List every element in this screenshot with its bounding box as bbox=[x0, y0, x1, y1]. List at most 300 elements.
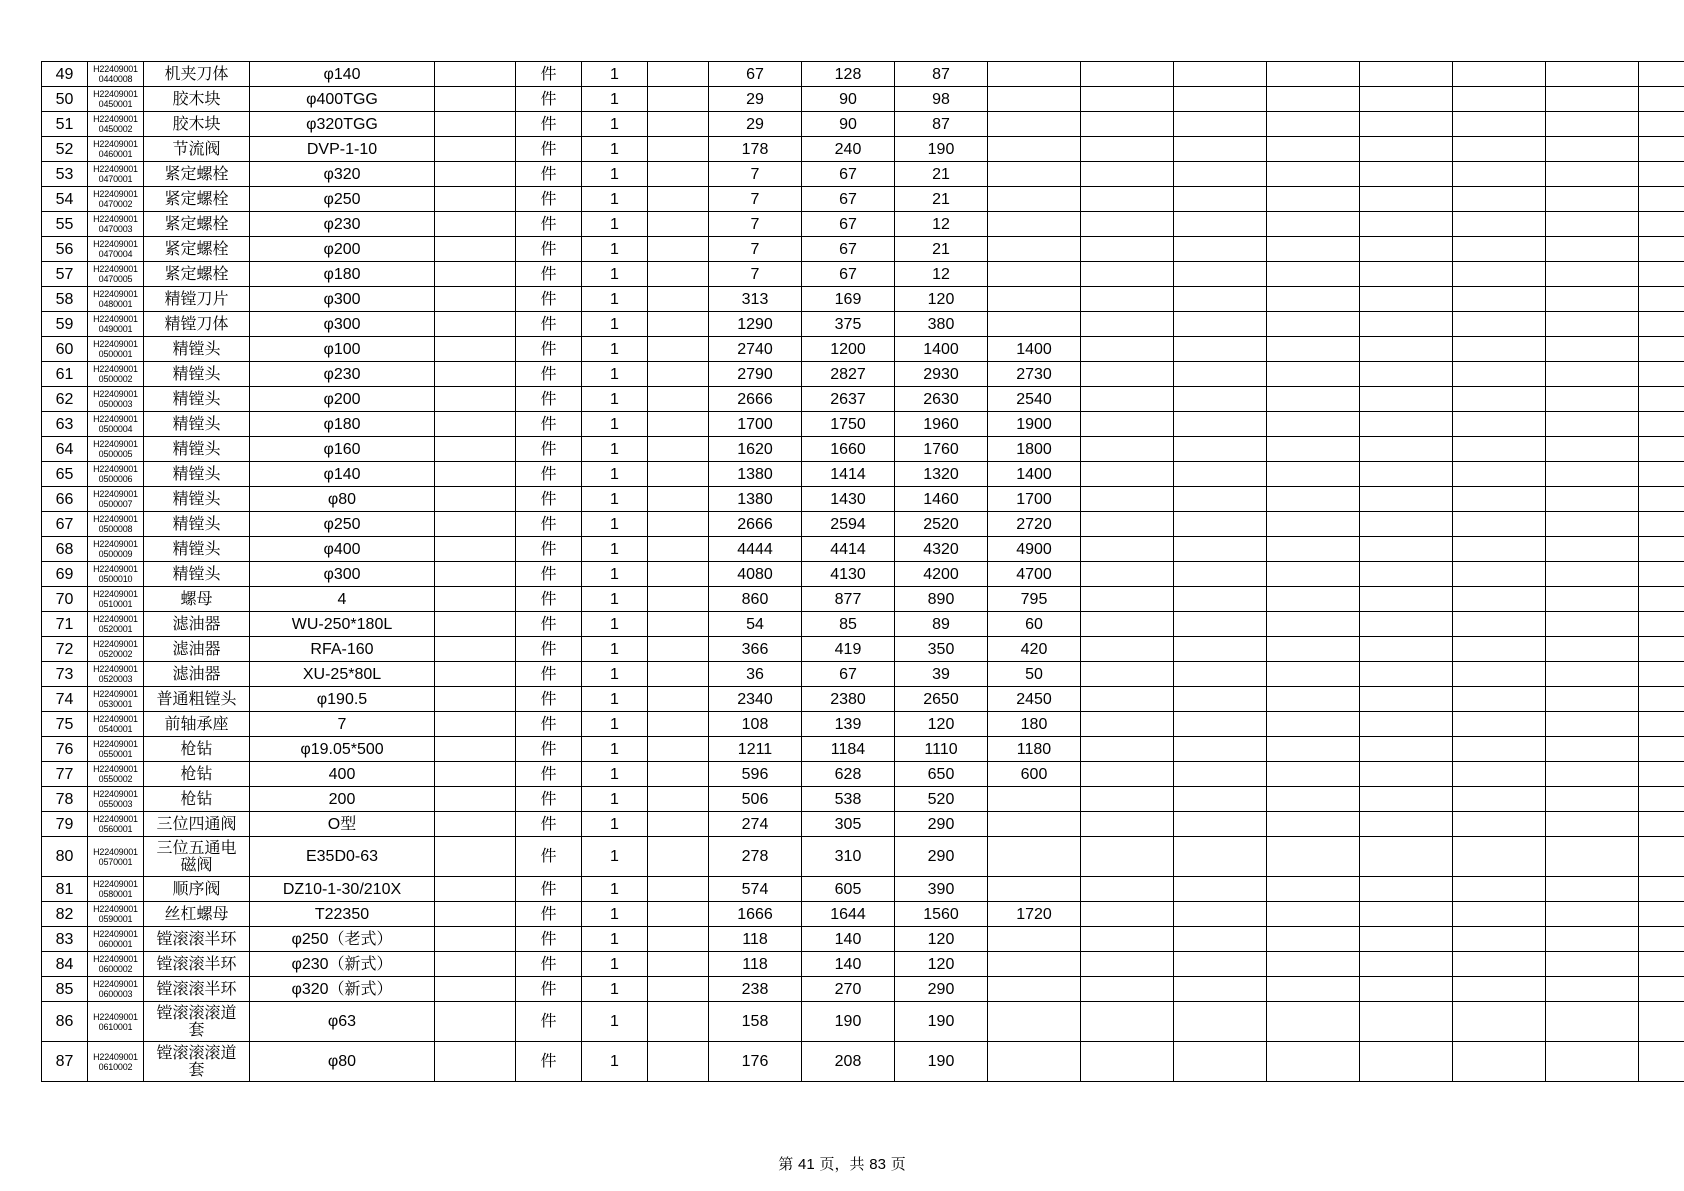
blank-cell bbox=[1267, 812, 1360, 837]
item-name-line1: 枪钻 bbox=[180, 790, 213, 808]
blank-cell bbox=[435, 762, 516, 787]
price-2: 90 bbox=[802, 87, 895, 112]
item-spec: φ300 bbox=[250, 562, 435, 587]
blank-cell bbox=[648, 187, 709, 212]
blank-cell bbox=[1081, 587, 1174, 612]
row-number: 73 bbox=[42, 662, 88, 687]
price-1: 54 bbox=[709, 612, 802, 637]
blank-cell bbox=[1267, 212, 1360, 237]
blank-cell bbox=[1360, 737, 1453, 762]
blank-cell bbox=[1360, 237, 1453, 262]
price-1: 29 bbox=[709, 87, 802, 112]
blank-cell bbox=[1081, 562, 1174, 587]
row-number: 56 bbox=[42, 237, 88, 262]
blank-cell bbox=[1174, 1002, 1267, 1042]
table-row bbox=[42, 637, 1684, 662]
blank-cell bbox=[1453, 462, 1546, 487]
item-unit: 件 bbox=[516, 487, 582, 512]
blank-cell bbox=[1174, 927, 1267, 952]
blank-cell bbox=[1453, 262, 1546, 287]
blank-cell bbox=[648, 437, 709, 462]
item-unit: 件 bbox=[516, 262, 582, 287]
blank-cell bbox=[1174, 637, 1267, 662]
blank-cell bbox=[1546, 927, 1639, 952]
blank-cell bbox=[1360, 162, 1453, 187]
item-quantity: 1 bbox=[582, 662, 648, 687]
item-quantity: 1 bbox=[582, 877, 648, 902]
blank-cell bbox=[435, 562, 516, 587]
blank-cell bbox=[648, 877, 709, 902]
blank-cell bbox=[1267, 237, 1360, 262]
item-code-line1: H22409001 bbox=[93, 389, 138, 399]
item-code bbox=[88, 137, 144, 162]
item-spec: φ80 bbox=[250, 1042, 435, 1082]
item-spec: φ250（老式） bbox=[250, 927, 435, 952]
item-name-line1: 滤油器 bbox=[172, 615, 221, 633]
price-3: 39 bbox=[895, 662, 988, 687]
price-4: 1900 bbox=[988, 412, 1081, 437]
row-number: 64 bbox=[42, 437, 88, 462]
blank-cell bbox=[1174, 1042, 1267, 1082]
item-name bbox=[144, 587, 250, 612]
item-spec: DVP-1-10 bbox=[250, 137, 435, 162]
blank-cell bbox=[1174, 712, 1267, 737]
item-code-line2: 0480001 bbox=[98, 299, 133, 309]
price-1: 7 bbox=[709, 212, 802, 237]
blank-cell bbox=[435, 87, 516, 112]
blank-cell bbox=[1453, 612, 1546, 637]
item-spec: φ180 bbox=[250, 412, 435, 437]
row-number: 76 bbox=[42, 737, 88, 762]
blank-cell bbox=[1453, 237, 1546, 262]
blank-cell bbox=[1081, 437, 1174, 462]
blank-cell bbox=[1453, 662, 1546, 687]
price-3: 190 bbox=[895, 1042, 988, 1082]
item-code bbox=[88, 387, 144, 412]
blank-cell bbox=[1267, 762, 1360, 787]
blank-cell bbox=[1453, 387, 1546, 412]
blank-cell bbox=[1174, 212, 1267, 237]
blank-cell bbox=[1546, 712, 1639, 737]
blank-cell bbox=[1360, 612, 1453, 637]
item-code-line1: H22409001 bbox=[93, 904, 138, 914]
blank-cell bbox=[1174, 412, 1267, 437]
item-code-line2: 0560001 bbox=[98, 824, 133, 834]
table-row bbox=[42, 137, 1684, 162]
item-name bbox=[144, 437, 250, 462]
blank-cell bbox=[435, 952, 516, 977]
blank-cell bbox=[1360, 287, 1453, 312]
price-3: 390 bbox=[895, 877, 988, 902]
price-2: 419 bbox=[802, 637, 895, 662]
blank-cell bbox=[1081, 362, 1174, 387]
blank-cell bbox=[435, 1042, 516, 1082]
row-number: 55 bbox=[42, 212, 88, 237]
blank-cell bbox=[1546, 737, 1639, 762]
blank-cell bbox=[1267, 587, 1360, 612]
item-code bbox=[88, 1002, 144, 1042]
item-code-line1: H22409001 bbox=[93, 664, 138, 674]
price-3: 350 bbox=[895, 637, 988, 662]
table-row bbox=[42, 212, 1684, 237]
blank-cell bbox=[648, 462, 709, 487]
item-unit: 件 bbox=[516, 87, 582, 112]
item-unit: 件 bbox=[516, 337, 582, 362]
item-code-line2: 0550001 bbox=[98, 749, 133, 759]
item-spec: φ230 bbox=[250, 212, 435, 237]
item-code bbox=[88, 687, 144, 712]
blank-cell bbox=[648, 687, 709, 712]
price-4 bbox=[988, 1002, 1081, 1042]
blank-cell bbox=[435, 902, 516, 927]
price-3: 87 bbox=[895, 62, 988, 87]
row-number: 74 bbox=[42, 687, 88, 712]
blank-cell bbox=[1081, 877, 1174, 902]
blank-cell bbox=[435, 737, 516, 762]
price-4 bbox=[988, 812, 1081, 837]
blank-cell bbox=[1174, 812, 1267, 837]
item-unit: 件 bbox=[516, 1002, 582, 1042]
blank-cell bbox=[1174, 187, 1267, 212]
blank-cell bbox=[1546, 387, 1639, 412]
item-code bbox=[88, 437, 144, 462]
blank-cell bbox=[1081, 1002, 1174, 1042]
item-unit: 件 bbox=[516, 362, 582, 387]
blank-cell bbox=[1174, 902, 1267, 927]
item-code-line2: 0500002 bbox=[98, 374, 133, 384]
item-code-line2: 0500005 bbox=[98, 449, 133, 459]
item-quantity: 1 bbox=[582, 487, 648, 512]
item-spec: φ160 bbox=[250, 437, 435, 462]
item-name-line1: 紧定螺栓 bbox=[164, 190, 229, 208]
blank-cell bbox=[1453, 687, 1546, 712]
blank-cell bbox=[1267, 687, 1360, 712]
item-name-line1: 顺序阀 bbox=[172, 880, 221, 898]
blank-cell bbox=[1639, 487, 1684, 512]
item-code-line1: H22409001 bbox=[93, 514, 138, 524]
blank-cell bbox=[1360, 137, 1453, 162]
item-code-line2: 0600003 bbox=[98, 989, 133, 999]
blank-cell bbox=[1081, 262, 1174, 287]
blank-cell bbox=[1639, 87, 1684, 112]
blank-cell bbox=[435, 112, 516, 137]
blank-cell bbox=[1081, 462, 1174, 487]
item-name-line1: 枪钻 bbox=[180, 765, 213, 783]
item-code bbox=[88, 612, 144, 637]
price-4: 2540 bbox=[988, 387, 1081, 412]
table-row bbox=[42, 237, 1684, 262]
item-code bbox=[88, 737, 144, 762]
price-3: 1400 bbox=[895, 337, 988, 362]
item-code-line1: H22409001 bbox=[93, 954, 138, 964]
item-spec: φ230 bbox=[250, 362, 435, 387]
table-row bbox=[42, 662, 1684, 687]
blank-cell bbox=[1360, 462, 1453, 487]
blank-cell bbox=[1081, 162, 1174, 187]
price-4: 50 bbox=[988, 662, 1081, 687]
row-number: 52 bbox=[42, 137, 88, 162]
item-name-line1: 紧定螺栓 bbox=[164, 265, 229, 283]
item-code-line2: 0600002 bbox=[98, 964, 133, 974]
item-spec: φ320TGG bbox=[250, 112, 435, 137]
blank-cell bbox=[648, 487, 709, 512]
item-code-line1: H22409001 bbox=[93, 564, 138, 574]
blank-cell bbox=[1639, 1042, 1684, 1082]
blank-cell bbox=[435, 337, 516, 362]
blank-cell bbox=[1174, 312, 1267, 337]
price-4: 1720 bbox=[988, 902, 1081, 927]
price-4: 1400 bbox=[988, 462, 1081, 487]
blank-cell bbox=[1546, 237, 1639, 262]
blank-cell bbox=[1453, 562, 1546, 587]
blank-cell bbox=[435, 712, 516, 737]
row-number: 80 bbox=[42, 837, 88, 877]
item-code-line1: H22409001 bbox=[93, 814, 138, 824]
blank-cell bbox=[1174, 587, 1267, 612]
item-code-line1: H22409001 bbox=[93, 439, 138, 449]
blank-cell bbox=[1267, 952, 1360, 977]
blank-cell bbox=[1546, 687, 1639, 712]
table-row bbox=[42, 62, 1684, 87]
price-4: 4900 bbox=[988, 537, 1081, 562]
item-code-line2: 0460001 bbox=[98, 149, 133, 159]
blank-cell bbox=[1639, 637, 1684, 662]
item-name-line2: 套 bbox=[188, 1061, 205, 1079]
blank-cell bbox=[1639, 902, 1684, 927]
blank-cell bbox=[1360, 977, 1453, 1002]
blank-cell bbox=[1081, 787, 1174, 812]
blank-cell bbox=[648, 362, 709, 387]
price-2: 90 bbox=[802, 112, 895, 137]
blank-cell bbox=[1639, 137, 1684, 162]
blank-cell bbox=[648, 977, 709, 1002]
blank-cell bbox=[1546, 312, 1639, 337]
blank-cell bbox=[1360, 212, 1453, 237]
item-quantity: 1 bbox=[582, 137, 648, 162]
blank-cell bbox=[648, 112, 709, 137]
row-number: 69 bbox=[42, 562, 88, 587]
blank-cell bbox=[1546, 187, 1639, 212]
item-spec: φ320（新式） bbox=[250, 977, 435, 1002]
blank-cell bbox=[1360, 387, 1453, 412]
price-2: 140 bbox=[802, 952, 895, 977]
blank-cell bbox=[1639, 562, 1684, 587]
price-3: 2630 bbox=[895, 387, 988, 412]
price-1: 7 bbox=[709, 237, 802, 262]
blank-cell bbox=[648, 587, 709, 612]
blank-cell bbox=[1639, 737, 1684, 762]
price-2: 67 bbox=[802, 187, 895, 212]
blank-cell bbox=[1453, 362, 1546, 387]
item-code-line1: H22409001 bbox=[93, 264, 138, 274]
item-unit: 件 bbox=[516, 762, 582, 787]
item-code-line2: 0520002 bbox=[98, 649, 133, 659]
item-code-line1: H22409001 bbox=[93, 414, 138, 424]
price-2: 1660 bbox=[802, 437, 895, 462]
blank-cell bbox=[1267, 612, 1360, 637]
blank-cell bbox=[1546, 412, 1639, 437]
table-row bbox=[42, 927, 1684, 952]
blank-cell bbox=[648, 537, 709, 562]
blank-cell bbox=[1453, 512, 1546, 537]
item-code-line1: H22409001 bbox=[93, 846, 138, 857]
item-quantity: 1 bbox=[582, 112, 648, 137]
price-4: 180 bbox=[988, 712, 1081, 737]
blank-cell bbox=[1546, 902, 1639, 927]
blank-cell bbox=[1639, 1002, 1684, 1042]
price-3: 1460 bbox=[895, 487, 988, 512]
item-name bbox=[144, 212, 250, 237]
blank-cell bbox=[648, 637, 709, 662]
blank-cell bbox=[1174, 662, 1267, 687]
item-name-line1: 镗滚滚滚道 bbox=[156, 1004, 237, 1022]
blank-cell bbox=[1546, 662, 1639, 687]
blank-cell bbox=[1546, 162, 1639, 187]
blank-cell bbox=[435, 312, 516, 337]
footer-prefix: 第 bbox=[778, 1155, 799, 1173]
item-name-line1: 精镗头 bbox=[172, 340, 221, 358]
item-code-line1: H22409001 bbox=[93, 239, 138, 249]
item-name bbox=[144, 137, 250, 162]
blank-cell bbox=[1267, 312, 1360, 337]
item-code bbox=[88, 877, 144, 902]
blank-cell bbox=[1453, 812, 1546, 837]
blank-cell bbox=[1360, 187, 1453, 212]
blank-cell bbox=[1174, 162, 1267, 187]
item-code-line2: 0510001 bbox=[98, 599, 133, 609]
item-spec: E35D0-63 bbox=[250, 837, 435, 877]
blank-cell bbox=[1639, 112, 1684, 137]
row-number: 85 bbox=[42, 977, 88, 1002]
price-1: 278 bbox=[709, 837, 802, 877]
item-spec: φ180 bbox=[250, 262, 435, 287]
price-1: 1666 bbox=[709, 902, 802, 927]
row-number: 75 bbox=[42, 712, 88, 737]
item-name bbox=[144, 287, 250, 312]
price-3: 1960 bbox=[895, 412, 988, 437]
item-spec: φ400 bbox=[250, 537, 435, 562]
blank-cell bbox=[435, 212, 516, 237]
blank-cell bbox=[1081, 187, 1174, 212]
item-code bbox=[88, 537, 144, 562]
price-4 bbox=[988, 87, 1081, 112]
item-name bbox=[144, 812, 250, 837]
item-name-line1: 胶木块 bbox=[172, 115, 221, 133]
blank-cell bbox=[1639, 662, 1684, 687]
item-name-line2: 磁阀 bbox=[180, 856, 213, 874]
blank-cell bbox=[648, 137, 709, 162]
blank-cell bbox=[435, 687, 516, 712]
item-spec: φ190.5 bbox=[250, 687, 435, 712]
blank-cell bbox=[1081, 537, 1174, 562]
blank-cell bbox=[1546, 762, 1639, 787]
blank-cell bbox=[648, 812, 709, 837]
blank-cell bbox=[1174, 737, 1267, 762]
blank-cell bbox=[648, 712, 709, 737]
blank-cell bbox=[1267, 902, 1360, 927]
item-name bbox=[144, 237, 250, 262]
item-name-line1: 精镗头 bbox=[172, 540, 221, 558]
price-4: 4700 bbox=[988, 562, 1081, 587]
blank-cell bbox=[1639, 587, 1684, 612]
price-1: 238 bbox=[709, 977, 802, 1002]
table-row bbox=[42, 977, 1684, 1002]
blank-cell bbox=[1360, 337, 1453, 362]
blank-cell bbox=[1174, 687, 1267, 712]
blank-cell bbox=[1267, 712, 1360, 737]
blank-cell bbox=[648, 787, 709, 812]
blank-cell bbox=[1081, 977, 1174, 1002]
item-unit: 件 bbox=[516, 387, 582, 412]
item-code bbox=[88, 62, 144, 87]
price-2: 67 bbox=[802, 262, 895, 287]
item-code-line1: H22409001 bbox=[93, 64, 138, 74]
price-2: 128 bbox=[802, 62, 895, 87]
item-code-line1: H22409001 bbox=[93, 614, 138, 624]
blank-cell bbox=[648, 287, 709, 312]
item-quantity: 1 bbox=[582, 412, 648, 437]
item-quantity: 1 bbox=[582, 537, 648, 562]
price-1: 7 bbox=[709, 162, 802, 187]
blank-cell bbox=[1267, 462, 1360, 487]
item-name bbox=[144, 952, 250, 977]
item-spec: φ100 bbox=[250, 337, 435, 362]
item-unit: 件 bbox=[516, 812, 582, 837]
price-3: 2650 bbox=[895, 687, 988, 712]
item-code bbox=[88, 712, 144, 737]
item-quantity: 1 bbox=[582, 737, 648, 762]
price-2: 208 bbox=[802, 1042, 895, 1082]
price-3: 12 bbox=[895, 212, 988, 237]
price-2: 2380 bbox=[802, 687, 895, 712]
item-quantity: 1 bbox=[582, 87, 648, 112]
item-name bbox=[144, 462, 250, 487]
blank-cell bbox=[648, 737, 709, 762]
item-unit: 件 bbox=[516, 927, 582, 952]
price-1: 2666 bbox=[709, 387, 802, 412]
item-name-line1: 紧定螺栓 bbox=[164, 165, 229, 183]
price-1: 1211 bbox=[709, 737, 802, 762]
blank-cell bbox=[1267, 637, 1360, 662]
item-code-line2: 0470004 bbox=[98, 249, 133, 259]
row-number: 58 bbox=[42, 287, 88, 312]
item-code-line2: 0500004 bbox=[98, 424, 133, 434]
price-3: 290 bbox=[895, 977, 988, 1002]
blank-cell bbox=[1639, 512, 1684, 537]
blank-cell bbox=[1267, 512, 1360, 537]
price-4 bbox=[988, 837, 1081, 877]
blank-cell bbox=[435, 662, 516, 687]
item-code-line1: H22409001 bbox=[93, 114, 138, 124]
blank-cell bbox=[1546, 362, 1639, 387]
item-code-line1: H22409001 bbox=[93, 464, 138, 474]
blank-cell bbox=[1360, 1002, 1453, 1042]
blank-cell bbox=[1360, 112, 1453, 137]
blank-cell bbox=[435, 837, 516, 877]
table-row bbox=[42, 412, 1684, 437]
blank-cell bbox=[435, 287, 516, 312]
table-row bbox=[42, 837, 1684, 877]
blank-cell bbox=[648, 412, 709, 437]
blank-cell bbox=[1174, 952, 1267, 977]
item-code-line1: H22409001 bbox=[93, 929, 138, 939]
item-code-line1: H22409001 bbox=[93, 364, 138, 374]
price-3: 650 bbox=[895, 762, 988, 787]
blank-cell bbox=[648, 62, 709, 87]
item-quantity: 1 bbox=[582, 612, 648, 637]
blank-cell bbox=[1081, 737, 1174, 762]
item-code bbox=[88, 262, 144, 287]
